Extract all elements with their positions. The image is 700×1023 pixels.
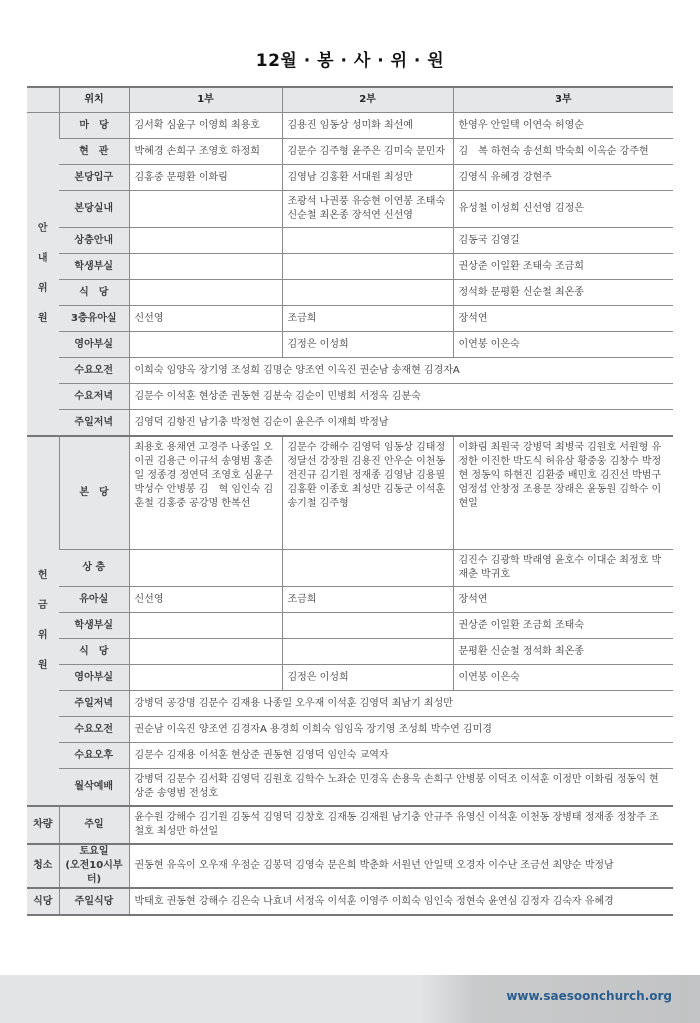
- group-char: 내: [37, 253, 48, 264]
- row-label-text: 주일: [84, 819, 104, 830]
- header-row: [27, 87, 673, 113]
- part2-names: [282, 550, 453, 587]
- table-row-vehicle: [27, 806, 673, 844]
- header-blank: [27, 87, 59, 113]
- part3-names: 한영우 안일택 이연숙 허영순: [453, 113, 673, 139]
- row-label: 마 당: [59, 113, 129, 139]
- table-row: [27, 639, 673, 665]
- table-row: [27, 717, 673, 743]
- table-row: [27, 306, 673, 332]
- row-label: 본 당: [59, 436, 129, 550]
- names-cell: 강병덕 김문수 김서확 김영덕 김원호 김학수 노좌순 민경옥 손용욱 손희구 안병봉 이덕조 이석훈 이정만 이화림 정동익 현상준 송영범 전성호: [129, 769, 673, 807]
- part3-names: 문평환 신순철 정석화 최온종: [453, 639, 673, 665]
- row-label: 학생부실: [59, 613, 129, 639]
- part3-names: 권상준 이일환 조금희 조태숙: [453, 613, 673, 639]
- table-row: [27, 691, 673, 717]
- table-row: [27, 436, 673, 550]
- group-char: 위: [37, 630, 48, 641]
- part3-names: 장석연: [453, 306, 673, 332]
- part1-names: 김서확 심윤구 이영희 최용호: [129, 113, 282, 139]
- part3-names: 정석화 문평환 신순철 최온종: [453, 280, 673, 306]
- table-row: [27, 280, 673, 306]
- part2-names: 조금희: [282, 587, 453, 613]
- group-guides-text: [32, 222, 54, 326]
- group-offering-text: [32, 569, 54, 673]
- part2-names: [282, 613, 453, 639]
- row-label: [59, 844, 129, 888]
- part1-names: [129, 191, 282, 228]
- row-label-text: 토요일: [79, 846, 109, 857]
- row-label: 3층유아실: [59, 306, 129, 332]
- part1-names: 김홍중 문평환 이화림: [129, 165, 282, 191]
- table-row: [27, 191, 673, 228]
- names-cell: 강병덕 공강명 김문수 김재용 나종일 오우재 이석훈 김영덕 최남기 최성만: [129, 691, 673, 717]
- part3-names: 김진수 김광학 박래영 윤호수 이대순 최정호 박재춘 박귀호: [453, 550, 673, 587]
- part2-names: [282, 254, 453, 280]
- part2-names: 김정은 이성희: [282, 665, 453, 691]
- part1-names: 신선영: [129, 306, 282, 332]
- group-offering: [27, 436, 59, 806]
- names-cell: 김문수 김재용 이석훈 현상준 권동현 김영덕 임인숙 교역자: [129, 743, 673, 769]
- table-row: [27, 254, 673, 280]
- part1-names: 신선영: [129, 587, 282, 613]
- group-char: 금: [37, 600, 48, 611]
- part1-names: [129, 228, 282, 254]
- table-row: [27, 332, 673, 358]
- row-label: [59, 806, 129, 844]
- part1-names: [129, 613, 282, 639]
- part3-names: 이화림 최원국 강병덕 최병국 김원호 서원형 유정한 이진한 박도식 허유삼 황중웅 김창수 박정현 정동익 하현진 김환중 배민호 김진선 박범구 엄정섭 안창정 조용문 장래은 윤동원 김학수 이현일: [453, 436, 673, 550]
- table-row: [27, 613, 673, 639]
- names-cell: 박태호 권동현 강해수 김은숙 나효녀 서정옥 이석훈 이영주 이희숙 임인숙 정현숙 윤연심 김정자 김숙자 유혜경: [129, 888, 673, 915]
- group-char: 안: [37, 223, 48, 234]
- part1-names: 박혜경 손희구 조영호 하정희: [129, 139, 282, 165]
- part2-names: 김문수 강해수 김영덕 임동상 김태정 정달선 강장원 김용진 안우순 이천동 전진규 김기원 정재종 김영남 김용필 김홍환 이종호 최성만 김동군 이석훈 송기철 김주형: [282, 436, 453, 550]
- table-row: [27, 113, 673, 139]
- group-char: 원: [37, 313, 48, 324]
- names-cell: 권순남 이옥진 양조연 김경자A 용경희 이희숙 임임옥 장기영 조성희 박수연 김미경: [129, 717, 673, 743]
- part2-names: 김용진 임동상 성미화 최선예: [282, 113, 453, 139]
- row-label: [59, 888, 129, 915]
- part3-names: 김영식 유혜경 강현주: [453, 165, 673, 191]
- part1-names: 최용호 용채연 고경주 나종일 오이권 김용근 이규석 송영범 홍준일 정종경 정연덕 조영호 심윤구 박성수 안병봉 김 혁 임인숙 김훈철 김홍중 공강명 한복선: [129, 436, 282, 550]
- table-row-cafeteria: [27, 888, 673, 915]
- part1-names: [129, 280, 282, 306]
- group-char: 위: [37, 283, 48, 294]
- row-label: 상층안내: [59, 228, 129, 254]
- row-label: 주일저녁: [59, 410, 129, 437]
- row-label: 식 당: [59, 280, 129, 306]
- table-row: [27, 139, 673, 165]
- header-part3: 3부: [453, 87, 673, 113]
- table-row: [27, 410, 673, 437]
- group-char: 헌: [37, 570, 48, 581]
- part1-names: [129, 665, 282, 691]
- row-label: 현 관: [59, 139, 129, 165]
- row-label: 학생부실: [59, 254, 129, 280]
- row-label-text: 주일식당: [74, 895, 114, 907]
- row-label: 본당입구: [59, 165, 129, 191]
- row-label: 상 층: [59, 550, 129, 587]
- names-cell: 권동현 유옥이 오우재 우점순 김봉덕 김영숙 문은희 박춘화 서원년 안일택 오경자 이수난 조금선 최양순 박정남: [129, 844, 673, 888]
- row-label: 주일저녁: [59, 691, 129, 717]
- row-sublabel-text: (오전10시부터): [65, 860, 123, 885]
- church-website-link[interactable]: www.saesoonchurch.org: [506, 989, 672, 1003]
- row-label: 월삭예배: [59, 769, 129, 807]
- group-guides: [27, 113, 59, 437]
- part1-names: [129, 639, 282, 665]
- table-row: [27, 587, 673, 613]
- part3-names: 이연봉 이은숙: [453, 332, 673, 358]
- table-row: [27, 358, 673, 384]
- row-label: 영아부실: [59, 332, 129, 358]
- group-cleaning: 청소: [27, 844, 59, 888]
- table-row: [27, 665, 673, 691]
- part2-names: [282, 228, 453, 254]
- header-part2: 2부: [282, 87, 453, 113]
- names-cell: 김문수 이석훈 현상준 권동현 김분숙 김순이 민병희 서정옥 김분숙: [129, 384, 673, 410]
- group-cafeteria: 식당: [27, 888, 59, 915]
- header-position: 위치: [59, 87, 129, 113]
- table-row: [27, 743, 673, 769]
- part1-names: [129, 254, 282, 280]
- table-row-cleaning: [27, 844, 673, 888]
- row-label: 수요오후: [59, 743, 129, 769]
- part2-names: [282, 280, 453, 306]
- part1-names: [129, 550, 282, 587]
- part3-names: 장석연: [453, 587, 673, 613]
- table-row: [27, 165, 673, 191]
- table-row: [27, 550, 673, 587]
- part3-names: 권상준 이일환 조태숙 조금희: [453, 254, 673, 280]
- part2-names: [282, 639, 453, 665]
- names-cell: 윤수원 강해수 김기원 김동석 김영덕 김창호 김재동 김재원 남기충 안규주 유영신 이석훈 이천동 장병태 정재종 정창주 조철호 최성만 하선일: [129, 806, 673, 844]
- row-label: 수요저녁: [59, 384, 129, 410]
- volunteer-roster-table: [27, 86, 673, 916]
- page-title: 12월 · 봉 · 사 · 위 · 원: [255, 51, 445, 71]
- row-label: 수요오전: [59, 717, 129, 743]
- part3-names: 김동국 김영길: [453, 228, 673, 254]
- header-part1: 1부: [129, 87, 282, 113]
- part2-names: 조광석 나권풍 유승현 이연봉 조태숙 신순철 최온종 장석연 신선영: [282, 191, 453, 228]
- row-label: 본당실내: [59, 191, 129, 228]
- row-label: 식 당: [59, 639, 129, 665]
- table-row: [27, 769, 673, 807]
- row-label: 수요오전: [59, 358, 129, 384]
- part1-names: [129, 332, 282, 358]
- table-row: [27, 384, 673, 410]
- names-cell: 김영덕 김항진 남기충 박정현 김순이 윤은주 이재희 박정남: [129, 410, 673, 437]
- part3-names: 이연봉 이은숙: [453, 665, 673, 691]
- part2-names: 김영남 김홍환 서대원 최성만: [282, 165, 453, 191]
- names-cell: 이희숙 임양옥 장기영 조성희 김명순 양조연 이옥진 권순남 송재현 김경자A: [129, 358, 673, 384]
- table-row: [27, 228, 673, 254]
- footer-bar: [0, 975, 700, 1023]
- part3-names: 김 복 하현숙 송선희 박숙희 이옥순 강주현: [453, 139, 673, 165]
- part2-names: 김문수 김주형 윤주은 김미숙 문민자: [282, 139, 453, 165]
- row-label: 유아실: [59, 587, 129, 613]
- group-vehicle: 차량: [27, 806, 59, 844]
- group-char: 원: [37, 660, 48, 671]
- row-label: 영아부실: [59, 665, 129, 691]
- part3-names: 유성철 이성희 신선영 김정은: [453, 191, 673, 228]
- part2-names: 김정은 이성희: [282, 332, 453, 358]
- part2-names: 조금희: [282, 306, 453, 332]
